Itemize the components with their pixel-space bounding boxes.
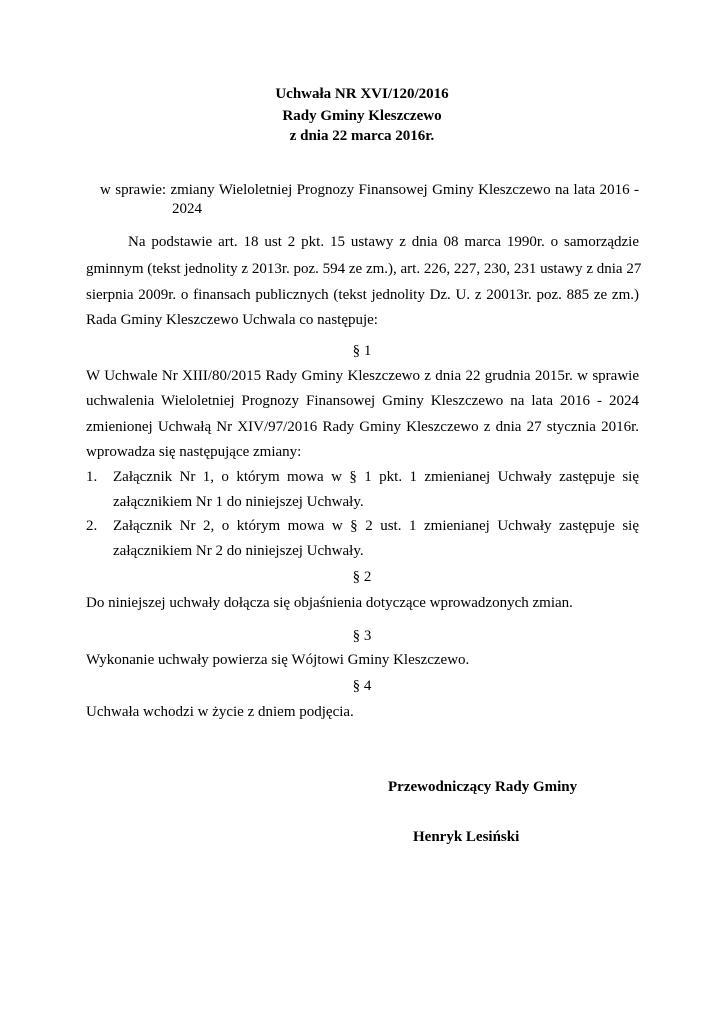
section-2-text: Do niniejszej uchwały dołącza się objaśnienia dotyczące wprowadzonych zmian. <box>86 595 573 611</box>
section-4-text: Uchwała wchodzi w życie z dniem podjęcia. <box>86 704 354 720</box>
section-2-heading: § 2 <box>352 569 372 585</box>
preamble-line-3: sierpnia 2009r. o finansach publicznych (tekst jednolity Dz. U. z 20013r. poz. 885 ze zm.) <box>86 287 639 303</box>
section-4-heading: § 4 <box>352 678 372 694</box>
list-item-1-line-2: załącznikiem Nr 1 do niniejszej Uchwały. <box>113 494 364 510</box>
signature-name: Henryk Lesiński <box>413 829 520 845</box>
list-item-2-number: 2. <box>86 518 98 534</box>
signature-role: Przewodniczący Rady Gminy <box>388 779 578 795</box>
section-1-line-2: uchwalenia Wieloletniej Prognozy Finansowej Gminy Kleszczewo na lata 2016 - 2024 <box>86 393 639 409</box>
subject-line-2: 2024 <box>172 201 202 217</box>
list-item-2-line-2: załącznikiem Nr 2 do niniejszej Uchwały. <box>113 543 364 559</box>
section-3-text: Wykonanie uchwały powierza się Wójtowi Gminy Kleszczewo. <box>86 652 470 668</box>
subject-line-1: w sprawie: zmiany Wieloletniej Prognozy Finansowej Gminy Kleszczewo na lata 2016 - <box>100 182 639 198</box>
resolution-number: Uchwała NR XVI/120/2016 <box>275 86 449 102</box>
resolution-date: z dnia 22 marca 2016r. <box>289 128 435 144</box>
preamble-line-4: Rada Gminy Kleszczewo Uchwala co następuje: <box>86 312 378 328</box>
section-1-line-4: wprowadza się następujące zmiany: <box>86 444 302 460</box>
section-3-heading: § 3 <box>352 628 372 644</box>
section-1-line-1: W Uchwale Nr XIII/80/2015 Rady Gminy Kleszczewo z dnia 22 grudnia 2015r. w sprawie <box>86 368 639 384</box>
list-item-2-line-1: Załącznik Nr 2, o którym mowa w § 2 ust. 1 zmienianej Uchwały zastępuje się <box>113 518 639 534</box>
council-name: Rady Gminy Kleszczewo <box>282 108 442 124</box>
section-1-line-3: zmienionej Uchwałą Nr XIV/97/2016 Rady Gminy Kleszczewo z dnia 27 stycznia 2016r. <box>86 419 639 435</box>
section-1-heading: § 1 <box>352 343 372 359</box>
preamble-line-1: Na podstawie art. 18 ust 2 pkt. 15 ustawy z dnia 08 marca 1990r. o samorządzie <box>128 234 639 250</box>
preamble-line-2: gminnym (tekst jednolity z 2013r. poz. 594 ze zm.), art. 226, 227, 230, 231 ustawy z dnia 27 <box>86 261 642 277</box>
list-item-1-number: 1. <box>86 469 98 485</box>
list-item-1-line-1: Załącznik Nr 1, o którym mowa w § 1 pkt. 1 zmienianej Uchwały zastępuje się <box>113 469 639 485</box>
